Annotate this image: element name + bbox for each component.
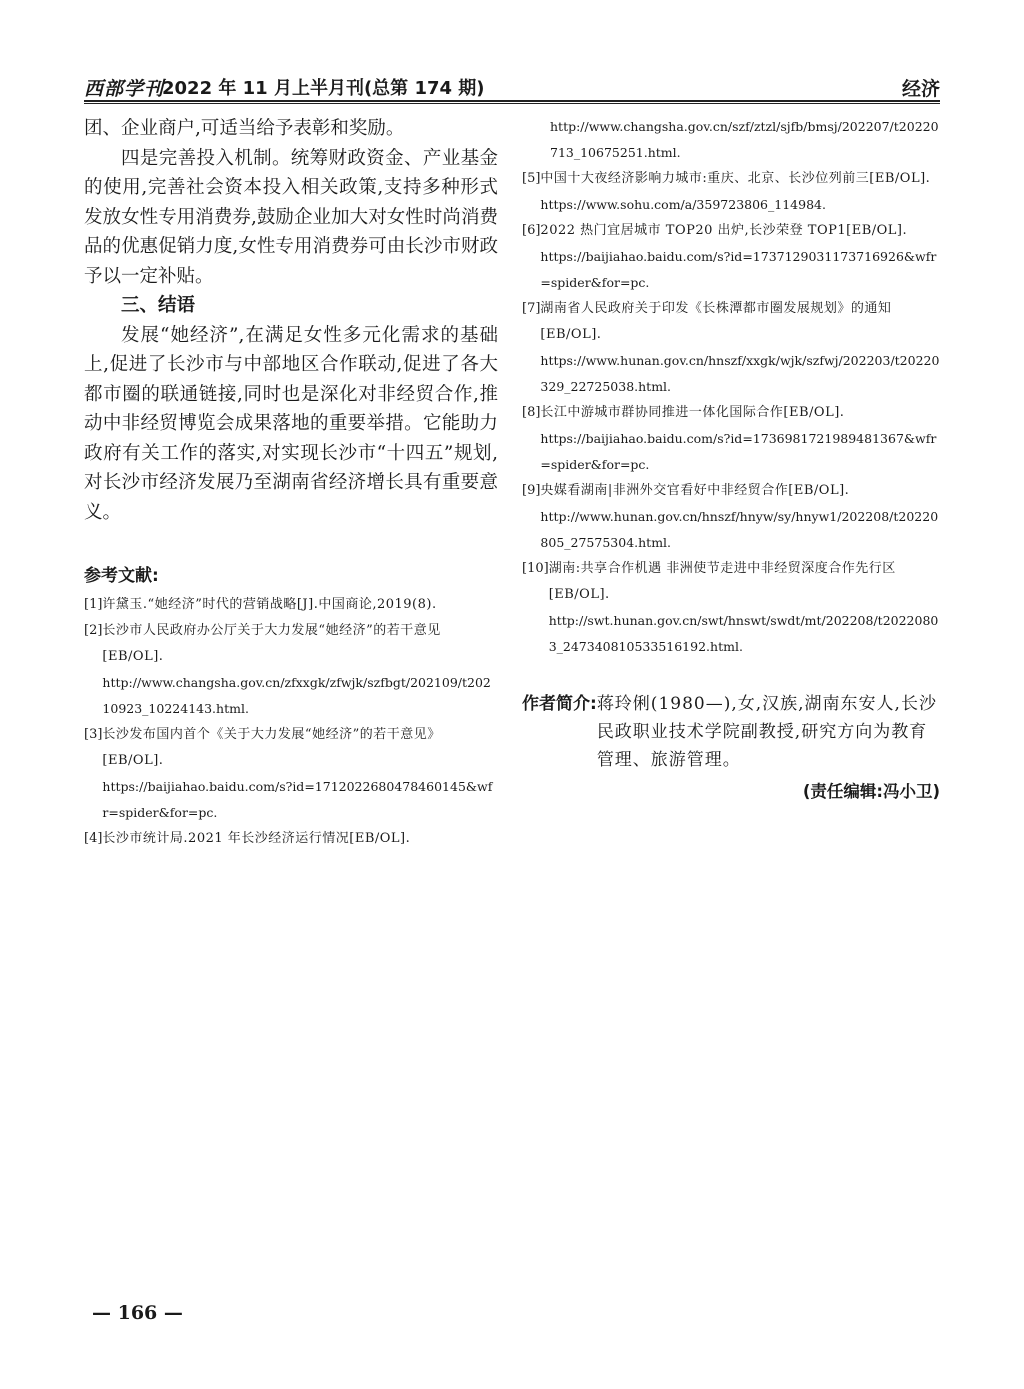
reference-item [84,592,498,618]
paragraph: 四是完善投入机制。统筹财政资金、产业基金的使用,完善社会资本投入相关政策,支持多种形式发放女性专用消费券,鼓励企业加大对女性时尚消费品的优惠促销力度,女性专用消费券可由长沙市财政予以一定补贴。 [84,147,498,287]
header-rule [84,100,940,102]
reference-number: [9] [522,483,541,498]
left-column [84,114,498,852]
references-title: 参考文献: [84,566,159,586]
reference-item [84,722,498,826]
running-header [84,72,940,102]
reference-link[interactable]: http://www.changsha.gov.cn/zfxxgk/zfwjk/szfbgt/202109/t20210923_10224143.html. [102,675,491,716]
reference-item [522,400,940,478]
page-number: — 166 — [92,1302,183,1324]
reference-item [522,296,940,400]
reference-number: [3] [84,727,103,742]
reference-text: 湖南:共享合作机遇 非洲使节走进中非经贸深度合作先行区[EB/OL]. [548,561,896,602]
reference-link[interactable]: http://swt.hunan.gov.cn/swt/hnswt/swdt/mt/202208/t20220803_247340810533516192.html. [548,613,939,654]
reference-text: 2022 热门宜居城市 TOP20 出炉,长沙荣登 TOP1[EB/OL]. [540,223,908,238]
reference-link[interactable]: https://baijiahao.baidu.com/s?id=1737129031173716926&wfr=spider&for=pc. [540,249,937,290]
reference-link[interactable]: https://baijiahao.baidu.com/s?id=1712022680478460145&wfr=spider&for=pc. [102,779,493,820]
reference-number: [8] [522,405,541,420]
reference-item [522,218,940,296]
reference-text: 长沙市人民政府办公厅关于大力发展“她经济”的若干意见[EB/OL]. [102,623,441,664]
reference-item [522,478,940,556]
reference-item [84,826,498,852]
author-label: 作者简介: [522,694,597,714]
reference-link[interactable]: http://www.changsha.gov.cn/szf/ztzl/sjfb/bmsj/202207/t20220713_10675251.html. [550,119,939,160]
reference-text: 许黛玉.“她经济”时代的营销战略[J].中国商论,2019(8). [102,597,437,612]
author-text: 蒋玲俐(1980—),女,汉族,湖南东安人,长沙民政职业技术学院副教授,研究方向为教育管理、旅游管理。 [596,694,937,770]
editor-note: (责任编辑:冯小卫) [802,782,940,801]
journal-logo: 西部学刊 [84,78,165,100]
reference-number: [5] [522,171,541,186]
right-column [522,114,940,802]
reference-text: 长沙发布国内首个《关于大力发展“她经济”的若干意见》[EB/OL]. [102,727,441,768]
author-bio [522,690,940,774]
paragraph: 发展“她经济”,在满足女性多元化需求的基础上,促进了长沙市与中部地区合作联动,促进了各大都市圈的联通链接,同时也是深化对非经贸合作,推动中非经贸博览会成果落地的重要举措。它能助力政府有关工作的落实,对实现长沙市“十四五”规划,对长沙市经济发展乃至湖南省经济增长具有重要意义。 [84,324,498,523]
section-name: 经济 [901,78,940,100]
reference-text: 中国十大夜经济影响力城市:重庆、北京、长沙位列前三[EB/OL]. [540,171,931,186]
section-heading: 三、结语 [121,295,196,316]
reference-text: 湖南省人民政府关于印发《长株潭都市圈发展规划》的通知[EB/OL]. [540,301,892,342]
reference-number: [6] [522,223,541,238]
paragraph: 团、企业商户,可适当给予表彰和奖励。 [84,118,405,139]
reference-item [522,556,940,660]
reference-link[interactable]: http://www.hunan.gov.cn/hnszf/hnyw/sy/hnyw1/202208/t20220805_27575304.html. [540,509,939,550]
reference-text: 长江中游城市群协同推进一体化国际合作[EB/OL]. [540,405,845,420]
reference-text: 央媒看湖南|非洲外交官看好中非经贸合作[EB/OL]. [540,483,850,498]
reference-item [84,618,498,722]
header-rule-thin [84,103,940,104]
reference-number: [4] [84,831,103,846]
reference-number: [10] [522,561,549,576]
reference-number: [1] [84,597,103,612]
reference-number: [2] [84,623,103,638]
reference-number: [7] [522,301,541,316]
reference-link[interactable]: https://baijiahao.baidu.com/s?id=1736981721989481367&wfr=spider&for=pc. [540,431,937,472]
issue-info: 2022 年 11 月上半月刊(总第 174 期) [162,78,485,99]
reference-link[interactable]: https://www.hunan.gov.cn/hnszf/xxgk/wjk/szfwj/202203/t20220329_22725038.html. [540,353,940,394]
reference-item [522,166,940,218]
reference-text: 长沙市统计局.2021 年长沙经济运行情况[EB/OL]. [102,831,411,846]
reference-link[interactable]: https://www.sohu.com/a/359723806_114984. [540,197,826,212]
